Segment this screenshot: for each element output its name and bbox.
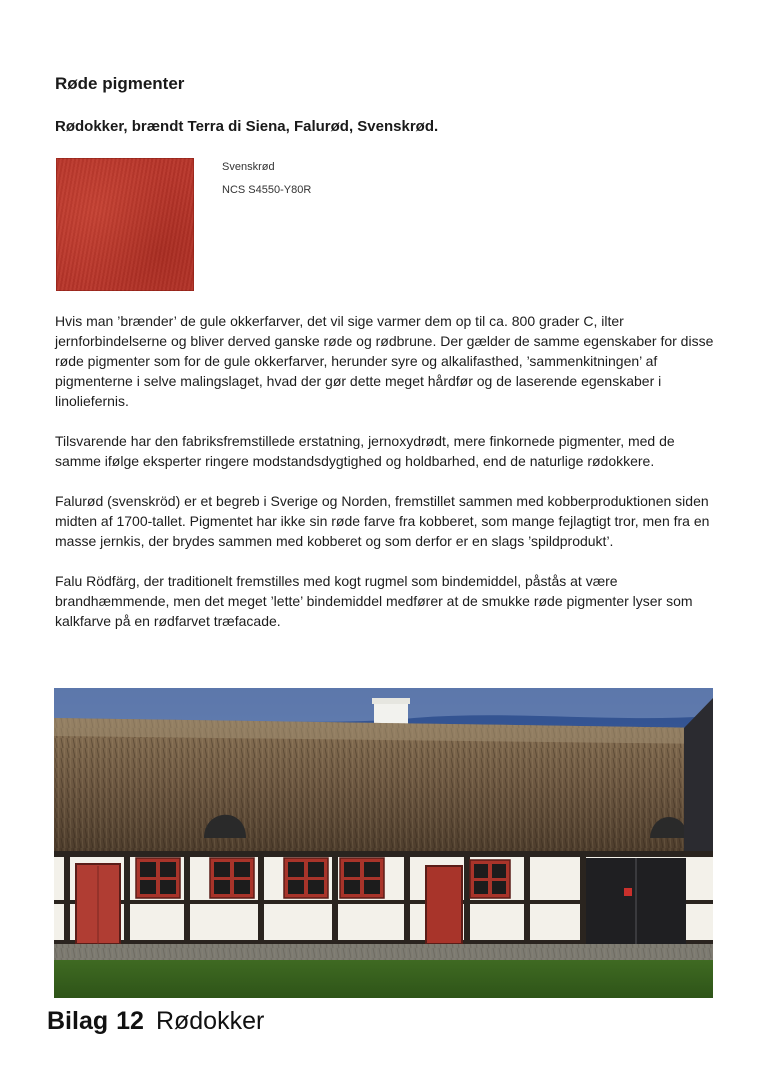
color-swatch bbox=[56, 158, 194, 291]
paragraph: Falurød (svenskröd) er et begreb i Sverige og Norden, fremstillet sammen med kobberproduktionen siden midten af 1700-tallet. Pigmentet har ikke sin røde farve fra kobberet, som mange fejlagtigt tror, men fra en masse jernkis, der brydes sammen med kobberet og som derfor er en slags ’spildprodukt’. bbox=[55, 493, 710, 549]
thatched-house-photo bbox=[54, 688, 713, 998]
swatch-caption bbox=[222, 156, 311, 202]
body-text bbox=[55, 311, 715, 651]
page-footer bbox=[47, 1007, 264, 1036]
footer-number: 12 bbox=[116, 1007, 144, 1035]
page-heading: Røde pigmenter bbox=[55, 74, 185, 93]
page-subheading: Rødokker, brændt Terra di Siena, Falurød, Svenskrød. bbox=[55, 118, 439, 135]
swatch-name: Svenskrød bbox=[222, 161, 275, 173]
paragraph: Falu Rödfärg, der traditionelt fremstilles med kogt rugmel som bindemiddel, påstås at være brandhæmmende, men det meget ’lette’ bindemiddel medfører at de smukke røde pigmenter lyser som kalkfarve på en rødfarvet træfacade. bbox=[55, 573, 693, 629]
paragraph: Hvis man ’brænder’ de gule okkerfarver, det vil sige varmer dem op til ca. 800 grader C, ilter jernforbindelserne og bliver derved ganske røde og rødbrune. Der gælder de samme egenskaber for disse røde pigmenter som for de gule okkerfarver, herunder syre og alkalifasthed, ’sammenkitningen’ af pigmenterne i selve malingslaget, hvad der gør dette meget hårdfør og de laserende egenskaber i linoliefernis. bbox=[55, 313, 714, 409]
paragraph: Tilsvarende har den fabriksfremstillede erstatning, jernoxydrødt, mere finkornede pigmenter, med de samme ifølge eksperter ringere modstandsdygtighed og holdbarhed, end de naturlige rødokkere. bbox=[55, 433, 675, 469]
footer-title: Rødokker bbox=[155, 1007, 265, 1035]
swatch-code: NCS S4550-Y80R bbox=[222, 184, 312, 196]
footer-label: Bilag bbox=[47, 1007, 109, 1035]
